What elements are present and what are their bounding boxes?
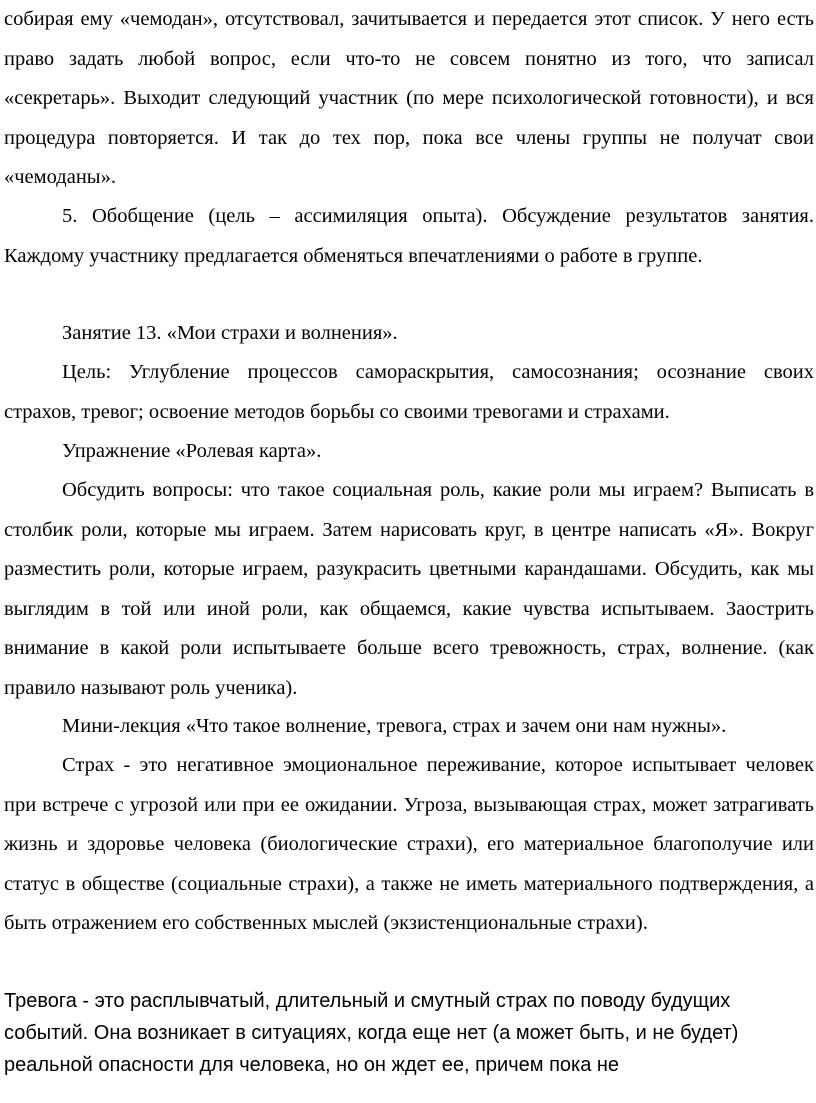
discussion-paragraph: Обсудить вопросы: что такое социальная роль, какие роли мы играем? Выписать в столбик роли, которые мы играем. Затем нарисовать круг, в центре написать «Я». Вокруг разместить роли, которые играем, разукрасить цветными карандашами. Обсудить, как мы выглядим в той или иной роли, как общаемся, какие чувства испытываем. Заострить внимание в какой роли испытываете больше всего тревожность, страх, волнение. (как правило называют роль ученика). [4,479,814,699]
lecture-title: Мини-лекция «Что такое волнение, тревога, страх и зачем они нам нужны». [62,715,727,737]
anxiety-paragraph: Тревога - это расплывчатый, длительный и смутный страх по поводу будущих событий. Она возникает в ситуациях, когда еще нет (а может быть, и не будет) реальной опасности для человека, но он ждет ее, причем пока не [4,990,739,1076]
fear-paragraph: Страх - это негативное эмоциональное переживание, которое испытывает человек при встрече с угрозой или при ее ожидании. Угроза, вызывающая страх, может затрагивать жизнь и здоровье человека (биологические страхи), его материальное благополучие или статус в обществе (социальные страхи), а также не иметь материального подтверждения, а быть отражением его собственных мыслей (экзистенциональные страхи). [4,754,814,934]
exercise-title: Упражнение «Ролевая карта». [62,440,322,462]
lesson-title: Занятие 13. «Мои страхи и волнения». [62,322,398,344]
goal-paragraph: Цель: Углубление процессов самораскрытия, самосознания; осознание своих страхов, тревог; освоение методов борьбы со своими тревогами и страхами. [4,361,814,423]
intro-paragraph: собирая ему «чемодан», отсутствовал, зачитывается и передается этот список. У него есть право задать любой вопрос, если что-то не совсем понятно из того, что записал «секретарь». Выходит следующий участник (по мере психологической готовности), и вся процедура повторяется. И так до тех пор, пока все члены группы не получат свои «чемоданы». [4,8,814,188]
summary-paragraph: 5. Обобщение (цель – ассимиляция опыта). Обсуждение результатов занятия. Каждому участнику предлагается обменяться впечатлениями о работе в группе. [4,205,814,267]
